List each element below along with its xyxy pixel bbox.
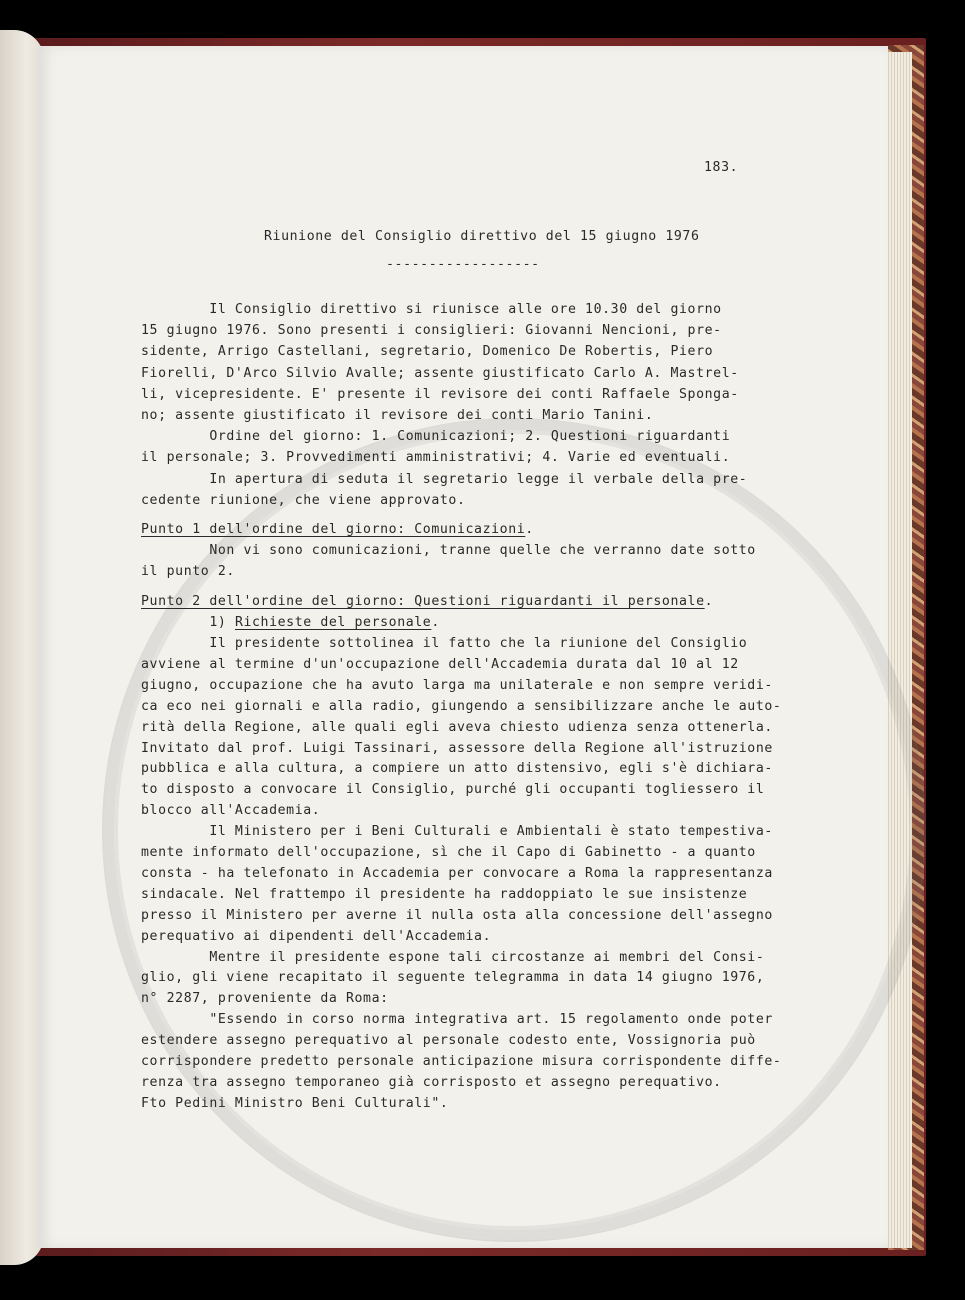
text-line: Ordine del giorno: 1. Comunicazioni; 2. Questioni riguardanti <box>141 429 731 445</box>
text-line: estendere assegno perequativo al personale codesto ente, Vossignoria può <box>141 1033 756 1049</box>
subheading-1-text: Richieste del personale <box>234 615 432 630</box>
heading-point-1-period: . <box>525 522 534 537</box>
heading-point-2 <box>141 594 713 609</box>
text-line: Fiorelli, D'Arco Silvio Avalle; assente giustificato Carlo A. Mastrel- <box>141 365 739 381</box>
text-line: consta - ha telefonato in Accademia per convocare a Roma la rappresentanza <box>141 865 773 881</box>
text-line: rità della Regione, alle quali egli aveva chiesto udienza senza ottenerla. <box>141 719 773 735</box>
text-line: corrispondere predetto personale anticipazione misura corrispondente diffe- <box>141 1054 782 1069</box>
heading-point-1 <box>141 522 534 537</box>
subheading-1 <box>141 615 440 630</box>
document-title: Riunione del Consiglio direttivo del 15 giugno 1976 <box>264 229 700 244</box>
text-line: renza tra assegno temporaneo già corrisposto et assegno perequativo. <box>141 1074 722 1090</box>
title-rule: ------------------ <box>386 257 540 272</box>
page-number: 183. <box>704 160 739 175</box>
text-line: Il Consiglio direttivo si riunisce alle ore 10.30 del giorno <box>141 302 722 317</box>
subheading-1-prefix: 1) <box>141 615 235 630</box>
text-line: Il Ministero per i Beni Culturali e Ambientali è stato tempestiva- <box>141 824 773 840</box>
text-line: sindacale. Nel frattempo il presidente ha raddoppiato le sue insistenze <box>141 886 748 902</box>
text-line: 15 giugno 1976. Sono presenti i consiglieri: Giovanni Nencioni, pre- <box>141 323 722 339</box>
text-line: blocco all'Accademia. <box>141 803 321 819</box>
text-line: il personale; 3. Provvedimenti amministrativi; 4. Varie ed eventuali. <box>141 450 731 466</box>
text-line: "Essendo in corso norma integrativa art. 15 regolamento onde poter <box>141 1012 773 1028</box>
subheading-1-period: . <box>431 615 440 630</box>
text-line: Non vi sono comunicazioni, tranne quelle che verranno date sotto <box>141 543 756 558</box>
text-line: n° 2287, proveniente da Roma: <box>141 991 389 1007</box>
text-line: sidente, Arrigo Castellani, segretario, Domenico De Robertis, Piero <box>141 344 714 360</box>
text-line: to disposto a convocare il Consiglio, purché gli occupanti togliessero il <box>141 782 765 798</box>
text-line: Invitato dal prof. Luigi Tassinari, assessore della Regione all'istruzione <box>141 740 773 756</box>
text-line: il punto 2. <box>141 564 235 580</box>
heading-point-1-text: Punto 1 dell'ordine del giorno: Comunicazioni <box>141 522 526 537</box>
text-line: pubblica e alla cultura, a compiere un atto distensivo, egli s'è dichiara- <box>141 761 773 777</box>
text-line: li, vicepresidente. E' presente il revisore dei conti Raffaele Sponga- <box>141 386 739 402</box>
text-line: no; assente giustificato il revisore dei conti Mario Tanini. <box>141 408 654 423</box>
text-line: perequativo ai dipendenti dell'Accademia. <box>141 928 492 944</box>
text-line: Fto Pedini Ministro Beni Culturali". <box>141 1095 449 1111</box>
text-line: cedente riunione, che viene approvato. <box>141 492 466 508</box>
text-line: avviene al termine d'un'occupazione dell'Accademia durata dal 10 al 12 <box>141 656 739 672</box>
heading-point-2-period: . <box>704 594 714 609</box>
text-line: Il presidente sottolinea il fatto che la riunione del Consiglio <box>141 636 748 651</box>
text-line: ca eco nei giornali e alla radio, giungendo a sensibilizzare anche le auto- <box>141 698 782 714</box>
text-line: giugno, occupazione che ha avuto larga ma unilaterale e non sempre veridi- <box>141 677 773 693</box>
text-line: In apertura di seduta il segretario legge il verbale della pre- <box>141 471 748 487</box>
heading-point-2-text: Punto 2 dell'ordine del giorno: Questioni riguardanti il personale <box>141 594 705 609</box>
text-line: Mentre il presidente espone tali circostanze ai membri del Consi- <box>141 949 765 965</box>
text-line: mente informato dell'occupazione, sì che il Capo di Gabinetto - a quanto <box>141 845 756 860</box>
text-line: presso il Ministero per averne il nulla osta alla concessione dell'assegno <box>141 907 773 923</box>
text-line: glio, gli viene recapitato il seguente telegramma in data 14 giugno 1976, <box>141 970 765 986</box>
